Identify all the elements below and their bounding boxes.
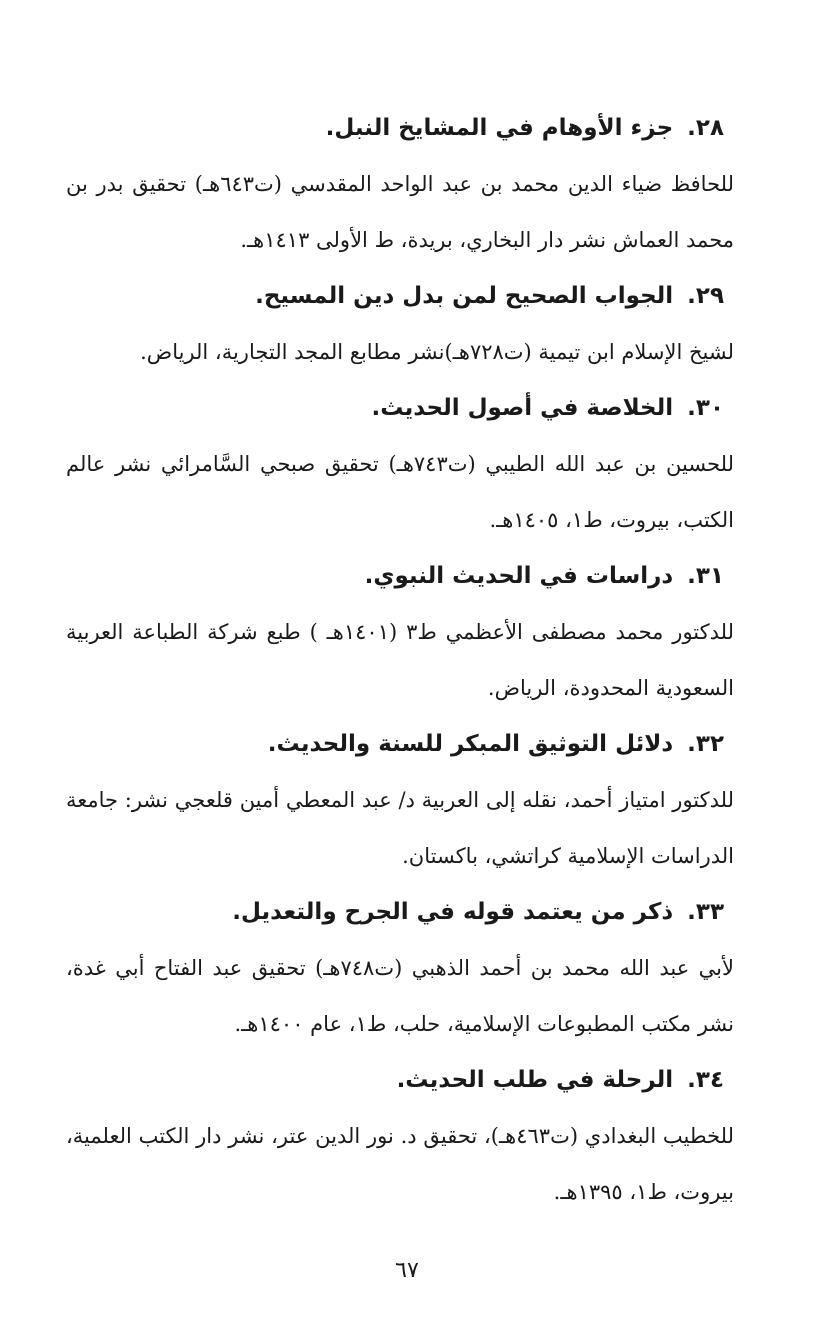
bibliography-entry-30	[66, 380, 734, 548]
entry-title-text: الجواب الصحيح لمن بدل دين المسيح.	[255, 283, 674, 309]
entry-title-text: جزء الأوهام في المشايخ النبل.	[325, 115, 674, 141]
bibliography-entry-33	[66, 884, 734, 1052]
entry-title	[66, 268, 734, 324]
entry-title-text: دلائل التوثيق المبكر للسنة والحديث.	[267, 731, 674, 757]
entry-description: للدكتور محمد مصطفى الأعظمي ط٣ (١٤٠١هـ ) طبع شركة الطباعة العربية السعودية المحدودة، الرياض.	[66, 620, 734, 700]
entry-number: ٢٩.	[687, 283, 724, 309]
entry-title	[66, 100, 734, 156]
bibliography-entry-29	[66, 268, 734, 380]
entry-title-text: الخلاصة في أصول الحديث.	[371, 395, 674, 421]
entry-description: للدكتور امتياز أحمد، نقله إلى العربية د/ عبد المعطي أمين قلعجي نشر: جامعة الدراسات الإسلامية كراتشي، باكستان.	[66, 788, 734, 868]
entry-title-text: الرحلة في طلب الحديث.	[396, 1067, 674, 1093]
bibliography-list	[66, 100, 734, 1220]
entry-title	[66, 1052, 734, 1108]
entry-title-text: ذكر من يعتمد قوله في الجرح والتعديل.	[232, 899, 674, 925]
entry-description: لأبي عبد الله محمد بن أحمد الذهبي (ت٧٤٨هـ) تحقيق عبد الفتاح أبي غدة، نشر مكتب المطبوعات الإسلامية، حلب، ط١، عام ١٤٠٠هـ.	[66, 956, 734, 1036]
entry-description: لشيخ الإسلام ابن تيمية (ت٧٢٨هـ)نشر مطابع المجد التجارية، الرياض.	[140, 340, 734, 364]
bibliography-entry-32	[66, 716, 734, 884]
entry-description: للحافظ ضياء الدين محمد بن عبد الواحد المقدسي (ت٦٤٣هـ) تحقيق بدر بن محمد العماش نشر دار البخاري، بريدة، ط الأولى ١٤١٣هـ.	[66, 172, 734, 252]
entry-title	[66, 884, 734, 940]
entry-number: ٣١.	[687, 563, 724, 589]
entry-number: ٣٤.	[687, 1067, 724, 1093]
entry-description: للحسين بن عبد الله الطيبي (ت٧٤٣هـ) تحقيق صبحي السَّامرائي نشر عالم الكتب، بيروت، ط١، ١٤٠٥هـ.	[66, 452, 735, 532]
entry-number: ٣٣.	[687, 899, 724, 925]
entry-number: ٣٢.	[687, 731, 724, 757]
page-number: ٦٧	[395, 1258, 419, 1283]
entry-title	[66, 548, 734, 604]
entry-description: للخطيب البغدادي (ت٤٦٣هـ)، تحقيق د. نور الدين عتر، نشر دار الكتب العلمية، بيروت، ط١، ١٣٩٥هـ.	[66, 1124, 735, 1204]
bibliography-entry-28	[66, 100, 734, 268]
entry-number: ٣٠.	[687, 395, 724, 421]
bibliography-entry-31	[66, 548, 734, 716]
bibliography-entry-34	[66, 1052, 734, 1220]
entry-title	[66, 716, 734, 772]
entry-title	[66, 380, 734, 436]
entry-title-text: دراسات في الحديث النبوي.	[364, 563, 674, 589]
entry-number: ٢٨.	[687, 115, 724, 141]
